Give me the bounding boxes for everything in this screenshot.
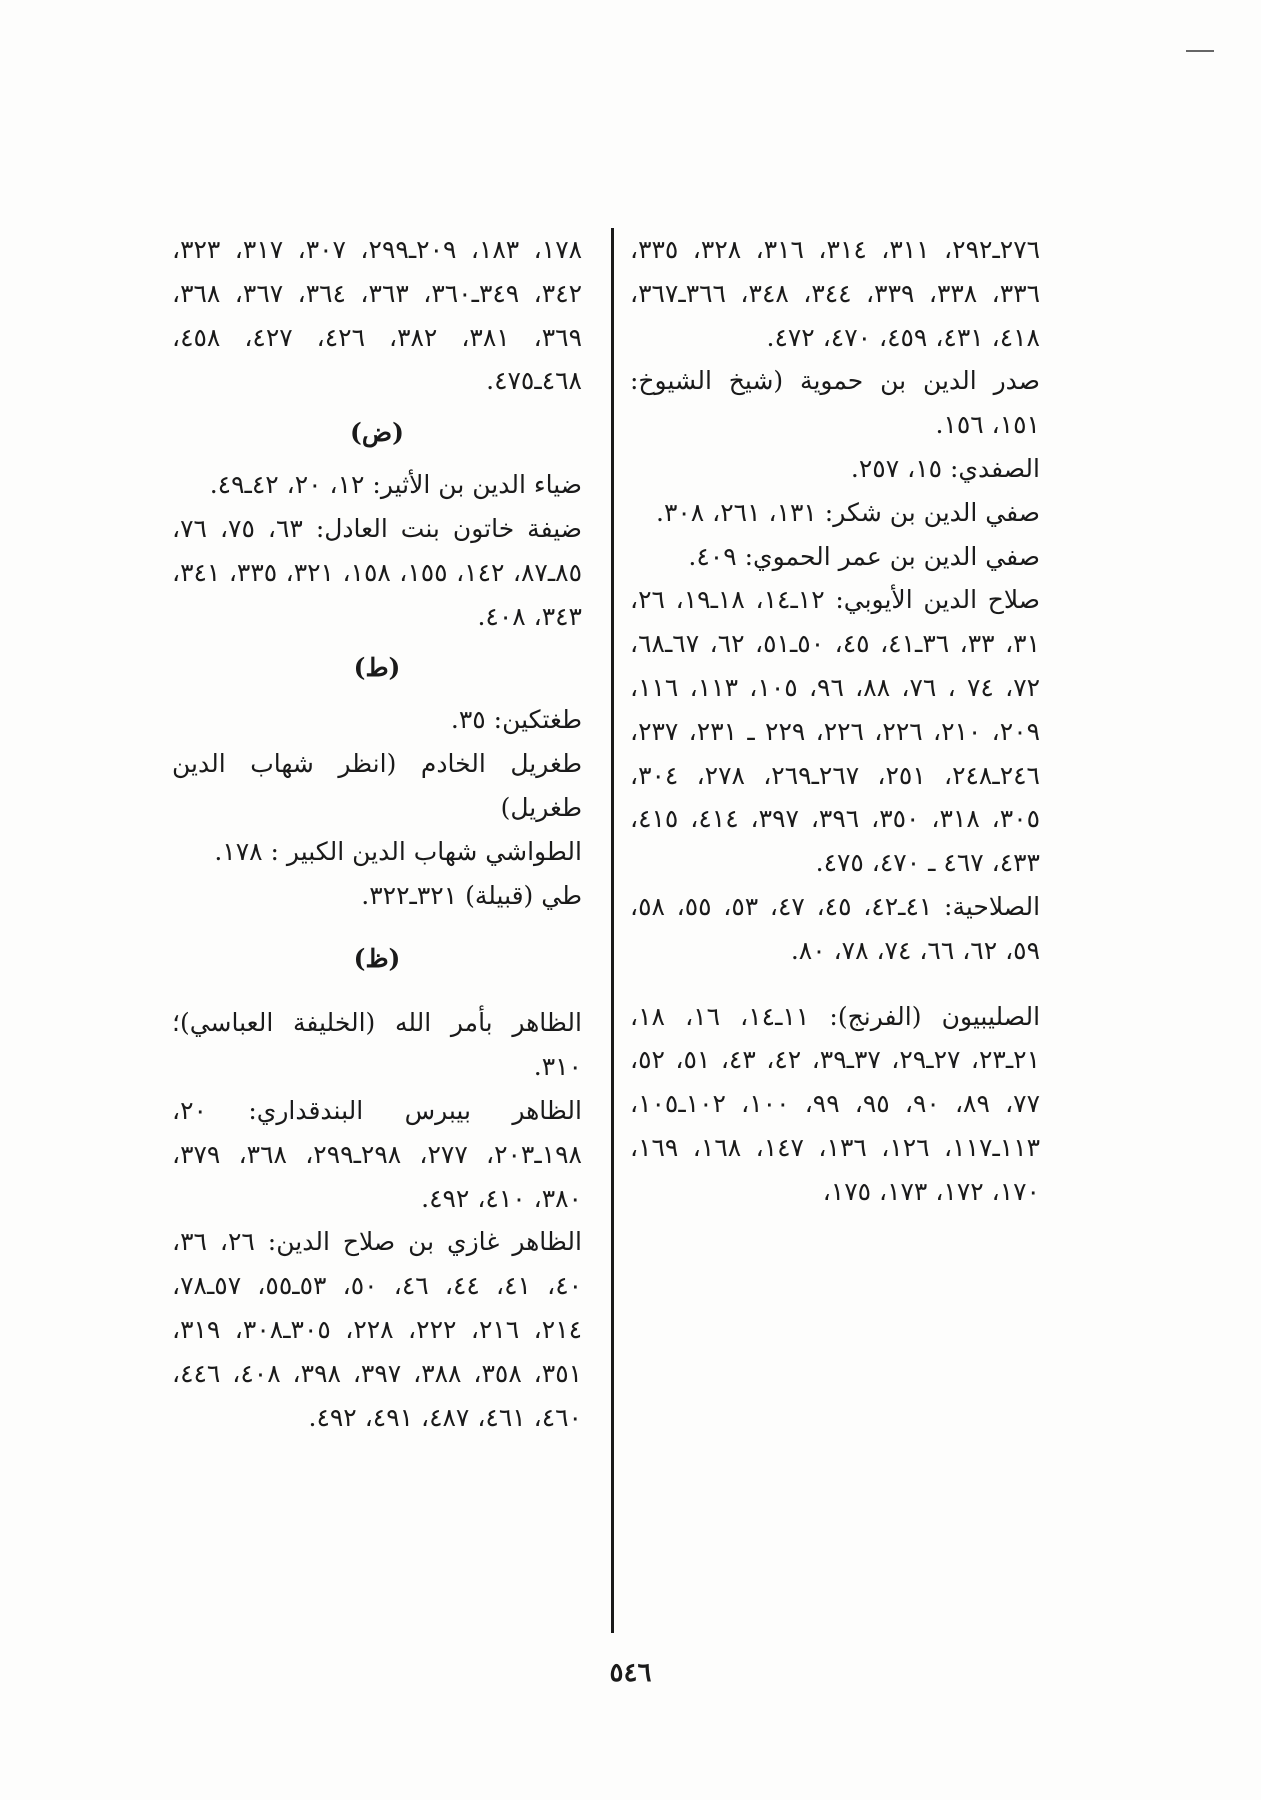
index-entry: طغتكين: ٣٥. — [450, 705, 582, 735]
index-entry: الظاهر بيبرس البندقداري: ٢٠، ١٩٨ـ٢٠٣، ٢٧٧، ٢٩٨ـ٢٩٩، ٣٦٨، ٣٧٩، ٣٨٠، ٤١٠، ٤٩٢. — [172, 1095, 582, 1213]
column-divider — [611, 228, 614, 1633]
section-letter-dad: (ض) — [350, 418, 404, 448]
index-entry: ضيفة خاتون بنت العادل: ٦٣، ٧٥، ٧٦، ٨٥ـ٨٧، ١٤٢، ١٥٥، ١٥٨، ٣٢١، ٣٣٥، ٣٤١، ٣٤٣، ٤٠٨. — [172, 513, 582, 631]
page-number: ٥٤٦ — [609, 1658, 652, 1688]
index-entry: صلاح الدين الأيوبي: ١٢ـ١٤، ١٨ـ١٩، ٢٦، ٣١، ٣٣، ٣٦ـ٤١، ٤٥، ٥٠ـ٥١، ٦٢، ٦٧ـ٦٨، ٧٢، ٧٤ ، ٧٦، ٨٨، ٩٦، ١٠٥، ١١٣، ١١٦، ٢٠٩، ٢١٠، ٢٢٦، ٢٢٦، ٢٢٩ ـ ٢٣١، ٢٣٧، ٢٤٦ـ٢٤٨، ٢٥١، ٢٦٧ـ٢٦٩، ٢٧٨، ٣٠٤، ٣٠٥، ٣١٨، ٣٥٠، ٣٩٦، ٣٩٧، ٤١٤، ٤١٥، ٤٣٣، ٤٦٧ ـ ٤٧٠، ٤٧٥. — [630, 585, 1041, 878]
index-entry: طغريل الخادم (انظر شهاب الدين طغريل) — [172, 749, 582, 822]
scan-mark — [1186, 50, 1214, 52]
left-column — [172, 228, 582, 1439]
index-entry: الصليبيون (الفرنج): ١١ـ١٤، ١٦، ١٨، ٢١ـ٢٣، ٢٧ـ٢٩، ٣٧ـ٣٩، ٤٢، ٤٣، ٥١، ٥٢، ٧٧، ٨٩، ٩٠، ٩٥، ٩٩، ١٠٠، ١٠٢ـ١٠٥، ١١٣ـ١١٧، ١٢٦، ١٣٦، ١٤٧، ١٦٨، ١٦٩، ١٧٠، ١٧٢، ١٧٣، ١٧٥، — [630, 1001, 1041, 1206]
index-entry: صفي الدين بن شكر: ١٣١، ٢٦١، ٣٠٨. — [655, 497, 1040, 527]
index-entry: صدر الدين بن حموية (شيخ الشيوخ: ١٥١، ١٥٦. — [630, 366, 1040, 440]
right-column — [630, 228, 1040, 1214]
section-letter-ta: (ط) — [353, 653, 401, 683]
index-entry: الظاهر غازي بن صلاح الدين: ٢٦، ٣٦، ٤٠، ٤١، ٤٤، ٤٦، ٥٠، ٥٣ـ٥٥، ٥٧ـ٧٨، ٢١٤، ٢١٦، ٢٢٢، ٢٢٨، ٣٠٥ـ٣٠٨، ٣١٩، ٣٥١، ٣٥٨، ٣٨٨، ٣٩٧، ٣٩٨، ٤٠٨، ٤٤٦، ٤٦٠، ٤٦١، ٤٨٧، ٤٩١، ٤٩٢. — [172, 1227, 583, 1432]
index-entry: الظاهر بأمر الله (الخليفة العباسي)؛ ٣١٠. — [172, 1008, 582, 1082]
index-entry: طي (قبيلة) ٣٢١ـ٣٢٢. — [361, 880, 582, 910]
index-entry: صفي الدين بن عمر الحموي: ٤٠٩. — [688, 541, 1040, 571]
section-letter-za: (ظ) — [353, 944, 401, 974]
index-entry: ٢٧٦ـ٢٩٢، ٣١١، ٣١٤، ٣١٦، ٣٢٨، ٣٣٥، ٣٣٦، ٣٣٨، ٣٣٩، ٣٤٤، ٣٤٨، ٣٦٦ـ٣٦٧، ٤١٨، ٤٣١، ٤٥٩، ٤٧٠، ٤٧٢. — [630, 235, 1041, 352]
index-entry: الصفدي: ١٥، ٢٥٧. — [850, 453, 1040, 483]
index-entry: الصلاحية: ٤١ـ٤٢، ٤٥، ٤٧، ٥٣، ٥٥، ٥٨، ٥٩، ٦٢، ٦٦، ٧٤، ٧٨، ٨٠. — [630, 891, 1041, 965]
index-entry: ضياء الدين بن الأثير: ١٢، ٢٠، ٤٢ـ٤٩. — [209, 470, 582, 500]
index-entry: ١٧٨، ١٨٣، ٢٠٩ـ٢٩٩، ٣٠٧، ٣١٧، ٣٢٣، ٣٤٢، ٣٤٩ـ٣٦٠، ٣٦٣، ٣٦٤، ٣٦٧، ٣٦٨، ٣٦٩، ٣٨١، ٣٨٢، ٤٢٦، ٤٢٧، ٤٥٨، ٤٦٨ـ٤٧٥. — [172, 235, 583, 396]
index-entry: الطواشي شهاب الدين الكبير : ١٧٨. — [214, 836, 582, 866]
